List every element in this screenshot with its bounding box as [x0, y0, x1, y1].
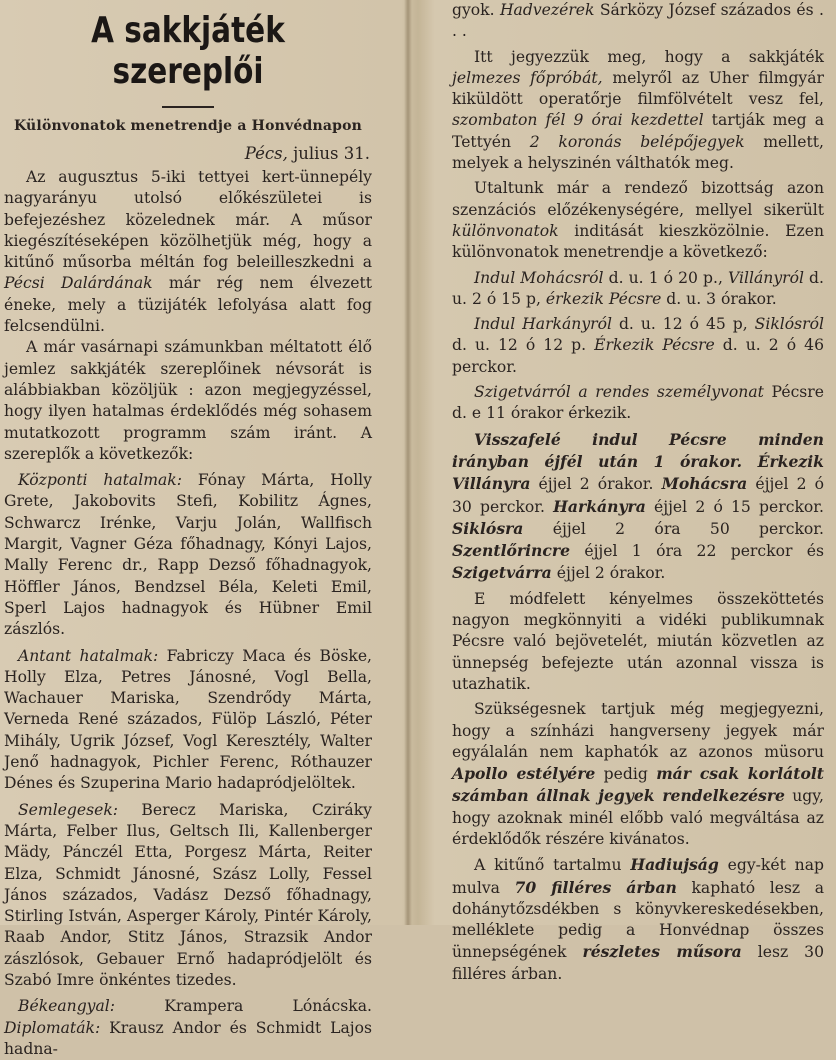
group-label: Diplomaták: [4, 1018, 101, 1037]
text: Szükségesnek tartjuk még megjegyezni, hogy a színházi hangverseny jegyek már egyálalán nem kaphatók az azonos müsoru [452, 700, 824, 761]
text: Sárközy József százados és . . . [452, 1, 824, 41]
emphasis: Siklósról [754, 315, 824, 334]
emphasis: Érkezik Pécsre [594, 336, 715, 355]
text: d. u. 2 ó 15 p, [452, 268, 824, 308]
text: A kitűnő tartalmu [474, 856, 622, 875]
text: d. u. 12 ó 12 p. [452, 336, 587, 355]
text: ugy, hogy azoknak minél előbb való megváltása az érdeklődők részére kivánatos. [452, 787, 824, 848]
paragraph-train-szigetvar [452, 382, 824, 425]
emphasis: 2 koronás belépőjegyek [529, 132, 745, 151]
paragraph-cast-intro: A már vasárnapi számunkban méltatott élő jemlez sakkjáték szereplőinek névsorát is alábbiakban közöljük : azon megjegyzéssel, hogy ilyen hatalmas érdeklődés még sohasem mutatkozott programm szám iránt. A szereplők a következők: [4, 338, 372, 463]
text: Itt jegyezzük meg, hogy a sakkjáték [474, 47, 824, 66]
text: Berecz Mariska, Cziráky Márta, Felber Ilus, Geltsch Ili, Kallenberger Mädy, Pánczél Etta, Porgesz Márta, Reiter Elza, Schmidt Jánosné, Szász Lolly, Fessel János százados, Vadász Dezső főhadnagy, Stirling István, Asperger Károly, Pintér Károly, Raab Andor, Stitz János, Strazsik Andor zászlósok, Gebauer Ernő hadapródjelölt és Szabó Imre önkéntes tizedes. [4, 800, 372, 989]
text: Az augusztus 5-iki tettyei kert-ünnepély nagyarányu utolsó előkészületei is befejezéshez közelednek már. A műsor kiegészítéseképen közölhetjük még, hogy a kitűnő műsorba méltán fog beleilleszkedni a [4, 168, 372, 272]
emphasis: különvonatok [452, 221, 559, 240]
text: pedig [603, 765, 648, 784]
dateline-place: Pécs, [244, 144, 288, 163]
text: d. u. 3 órakor. [666, 289, 777, 308]
emphasis: 70 filléres árban [514, 877, 677, 897]
text: éjjel 2 óra 50 perckor. [552, 519, 824, 538]
emphasis: Indul Harkányról [474, 315, 612, 334]
text: éjjel 1 óra 22 perckor és [584, 542, 824, 561]
emphasis: Apollo estélyére [452, 764, 596, 784]
text: kapható lesz a dohánytőzsdékben s könyvkereskedésekben, melléklete pedig a Honvédnap összes ünnepségének [452, 878, 824, 962]
text: gyok. [452, 1, 495, 19]
text: melyről az Uher filmgyár kiküldött operatőrje filmfölvételt vesz fel, [452, 68, 824, 109]
page-fold [404, 0, 412, 925]
emphasis: Mohácsra [661, 474, 748, 494]
text: Fónay Márta, Holly Grete, Jakobovits Stefi, Kobilitz Ágnes, Schwarcz Irénke, Varju Jolán, Wallfisch Margit, Vagner Géza főhadnagy, Kónyi Lajos, Mally Ferenc dr., Rapp Dezső főhadnagyok, Höffler János, Bendzsel Béla, Keleti Emil, Sperl Lajos hadnagyok és Hübner Emil zászlós. [4, 471, 372, 639]
text: lesz 30 filléres árban. [452, 943, 824, 983]
paragraph-train-harkany [452, 314, 824, 378]
group-label: Központi hatalmak: [18, 471, 182, 490]
emphasis: Hadvezérek [499, 1, 595, 19]
title-rule [162, 106, 214, 108]
paragraph-neutrals [4, 800, 372, 992]
emphasis: Indul Mohácsról [474, 268, 604, 287]
emphasis: Szentlőrincre [452, 541, 571, 561]
paragraph-connection: E módfelett kényelmes összeköttetés nagyon megkönnyiti a vidéki publikumnak Pécsre való bejövetelét, miután közvetlen az ünnepség befejezte után azonnal vissza is utazhatik. [452, 589, 824, 693]
emphasis: jelmezes főpróbát, [452, 68, 603, 87]
paragraph-entente [4, 646, 372, 795]
group-label: Antant hatalmak: [18, 646, 159, 665]
emphasis: Visszafelé indul Pécsre minden irányban éjfél után 1 órakor. Érkezik Villányra [452, 429, 824, 494]
emphasis: már csak korlátolt számban állnak jegyek rendelkezésre [452, 764, 824, 806]
text: Krampera Lónácska. [164, 997, 372, 1016]
paragraph-war-newspaper [452, 854, 824, 985]
dateline-date: julius 31. [293, 144, 370, 163]
text: éjjel 2 ó 15 perckor. [654, 497, 824, 516]
subheadline: Különvonatok menetrendje a Honvédnapon [13, 118, 363, 134]
paragraph-concert-tickets [452, 699, 824, 850]
emphasis: Villányról [728, 268, 804, 287]
text: d. u. 1 ó 20 p., [608, 268, 723, 287]
text: inditását kieszközölnie. Ezen különvonatok menetrendje a következő: [452, 221, 824, 262]
paragraph-commanders [452, 0, 824, 43]
paragraph-intro [4, 167, 372, 337]
text: Pécsre d. e 11 órakor érkezik. [452, 383, 824, 423]
right-column [452, 0, 825, 983]
emphasis: Pécsi Dalárdának [4, 274, 153, 293]
emphasis: Hadiujság [630, 855, 719, 875]
paragraph-peace-angel [4, 996, 372, 1060]
group-label: Békeangyal: [18, 997, 116, 1016]
text: éjjel 2 órakor. [538, 475, 654, 494]
emphasis: érkezik Pécsre [545, 289, 662, 308]
group-label: Semlegesek: [18, 800, 119, 819]
emphasis: Szigetvárra [452, 563, 552, 583]
paragraph-central-powers [4, 470, 372, 640]
paragraph-return-trains [452, 429, 824, 585]
emphasis: részletes műsora [582, 942, 742, 962]
text: mellett, melyek a helyszinén válthatók meg. [452, 132, 824, 173]
text: d. u. 2 ó 46 perckor. [452, 336, 824, 376]
text: Krausz Andor és Schmidt Lajos hadna- [4, 1018, 372, 1058]
dateline [4, 144, 370, 163]
left-column [4, 0, 373, 1058]
paragraph-rehearsal [452, 47, 824, 175]
text: éjjel 2 ó 30 perckor. [452, 475, 824, 516]
emphasis: Siklósra [452, 518, 524, 538]
text: már rég nem élvezett éneke, mely a tüzijáték lefolyása alatt fog felcsendülni. [4, 274, 372, 336]
emphasis: Harkányra [553, 496, 646, 516]
emphasis: Szigetvárról a rendes személyvonat [474, 383, 764, 402]
paragraph-special-trains [452, 178, 824, 263]
headline: A sakkjáték szereplői [91, 10, 285, 92]
text: Utaltunk már a rendező bizottság azon szenzációs előzékenységére, mellyel sikerült [452, 179, 824, 219]
text: d. u. 12 ó 45 p, [618, 315, 748, 334]
text: tartják meg a Tettyén [452, 111, 824, 151]
text: éjjel 2 órakor. [556, 564, 666, 583]
text: egy-két nap mulva [452, 856, 825, 897]
text: Fabriczy Maca és Böske, Holly Elza, Petres Jánosné, Vogl Bella, Wachauer Mariska, Szendrődy Márta, Verneda René százados, Fülöp László, Péter Mihály, Ugrik József, Vogl Keresztély, Walter Jenő hadnagyok, Pichler Ferenc, Róthauzer Dénes és Szuperina Mario hadapródjelöltek. [4, 646, 373, 793]
emphasis: szombaton fél 9 órai kezdettel [452, 111, 704, 130]
paragraph-train-mohacs [452, 268, 824, 311]
